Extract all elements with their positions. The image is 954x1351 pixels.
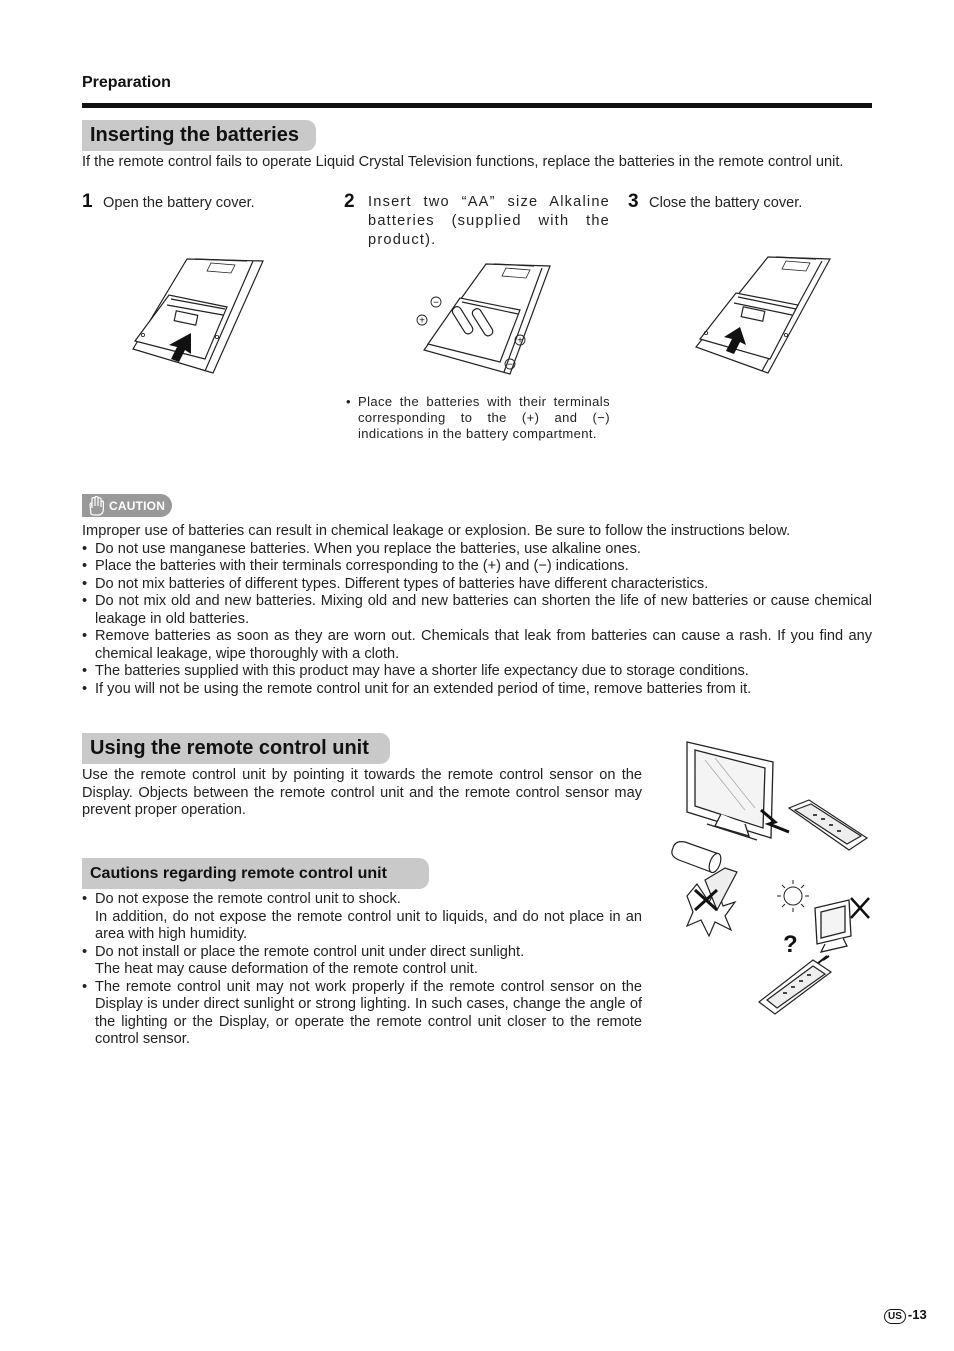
question-mark-icon <box>783 931 798 958</box>
plus-sign: + <box>517 335 523 347</box>
list-item <box>82 944 642 979</box>
list-item: • Do not mix batteries of different types. Different types of batteries have different characteristics. <box>82 576 872 594</box>
plus-sign: + <box>419 315 425 327</box>
using-intro: Use the remote control unit by pointing it towards the remote control sensor on the Display. Objects between the remote control unit and the remote control sensor may prevent proper operation. <box>82 767 642 818</box>
step-1 <box>82 191 282 213</box>
remote-shock-liquid-illustration <box>665 840 745 940</box>
step-3 <box>628 191 872 213</box>
step-text: Insert two “AA” size Alkaline batteries (supplied with the product). <box>368 194 610 248</box>
page-footer <box>884 1307 927 1324</box>
heading-using-remote: Using the remote control unit <box>82 733 390 764</box>
battery-note-text: Place the batteries with their terminals corresponding to the (+) and (−) indications in the battery compartment. <box>358 394 610 441</box>
step-text: Close the battery cover. <box>649 195 803 211</box>
caution-hand-icon <box>86 495 106 516</box>
remote-open-cover-illustration <box>125 255 270 380</box>
cross-mark-icon <box>851 898 869 918</box>
header-rule <box>82 103 872 108</box>
step-number: 3 <box>628 191 639 212</box>
list-item: • Place the batteries with their terminals corresponding to the (+) and (−) indications. <box>82 558 872 576</box>
list-item: • Do not use manganese batteries. When you replace the batteries, use alkaline ones. <box>82 541 872 559</box>
list-item <box>82 979 642 1049</box>
item-main: Do not expose the remote control unit to shock. <box>95 891 401 907</box>
sun-icon <box>777 880 809 912</box>
caution-label: CAUTION <box>109 499 166 513</box>
sunlight-display-illustration <box>755 876 875 1016</box>
minus-sign: − <box>433 297 439 309</box>
step-number: 1 <box>82 191 93 212</box>
caution-badge <box>82 494 172 517</box>
region-badge: US <box>884 1309 906 1324</box>
svg-text:?: ? <box>783 931 798 958</box>
item-main: Do not install or place the remote control unit under direct sunlight. <box>95 943 525 960</box>
minus-sign: − <box>507 359 513 371</box>
section-label: Preparation <box>82 74 171 91</box>
item-main: The remote control unit may not work properly if the remote control sensor on the Display is under direct sunlight or strong lighting. In such cases, change the angle of the lighting or the Display, or operate the remote control unit closer to the remote control sensor. <box>95 978 642 1047</box>
remote-close-cover-illustration <box>690 255 835 380</box>
step-2 <box>344 191 610 250</box>
list-item: • If you will not be using the remote control unit for an extended period of time, remove batteries from it. <box>82 681 872 699</box>
item-sub: In addition, do not expose the remote control unit to liquids, and do not place in an area with high humidity. <box>95 908 642 942</box>
list-item: • The batteries supplied with this product may have a shorter life expectancy due to storage conditions. <box>82 663 872 681</box>
caution-section <box>82 523 872 698</box>
cautions-remote-list <box>82 891 642 1049</box>
step-text: Open the battery cover. <box>103 195 255 211</box>
page-number: -13 <box>907 1307 927 1322</box>
battery-note: • Place the batteries with their terminals corresponding to the (+) and (−) indications in the battery compartment. <box>346 394 610 441</box>
item-sub: The heat may cause deformation of the remote control unit. <box>95 961 478 977</box>
list-item: • Do not mix old and new batteries. Mixing old and new batteries can shorten the life of new batteries or cause chemical leakage in old batteries. <box>82 593 872 628</box>
tv-remote-pointing-illustration <box>685 740 870 855</box>
remote-insert-batteries-illustration <box>414 262 559 382</box>
inserting-intro: If the remote control fails to operate Liquid Crystal Television functions, replace the batteries in the remote control unit. <box>82 154 844 170</box>
cautions-remote-section <box>82 891 642 1049</box>
caution-intro: Improper use of batteries can result in chemical leakage or explosion. Be sure to follow the instructions below. <box>82 523 791 539</box>
list-item <box>82 891 642 944</box>
caution-list <box>82 541 872 699</box>
heading-cautions-remote: Cautions regarding remote control unit <box>82 858 429 889</box>
heading-inserting-batteries: Inserting the batteries <box>82 120 316 151</box>
step-number: 2 <box>344 191 355 212</box>
list-item: • Remove batteries as soon as they are worn out. Chemicals that leak from batteries can cause a rash. If you find any chemical leakage, wipe thoroughly with a cloth. <box>82 628 872 663</box>
